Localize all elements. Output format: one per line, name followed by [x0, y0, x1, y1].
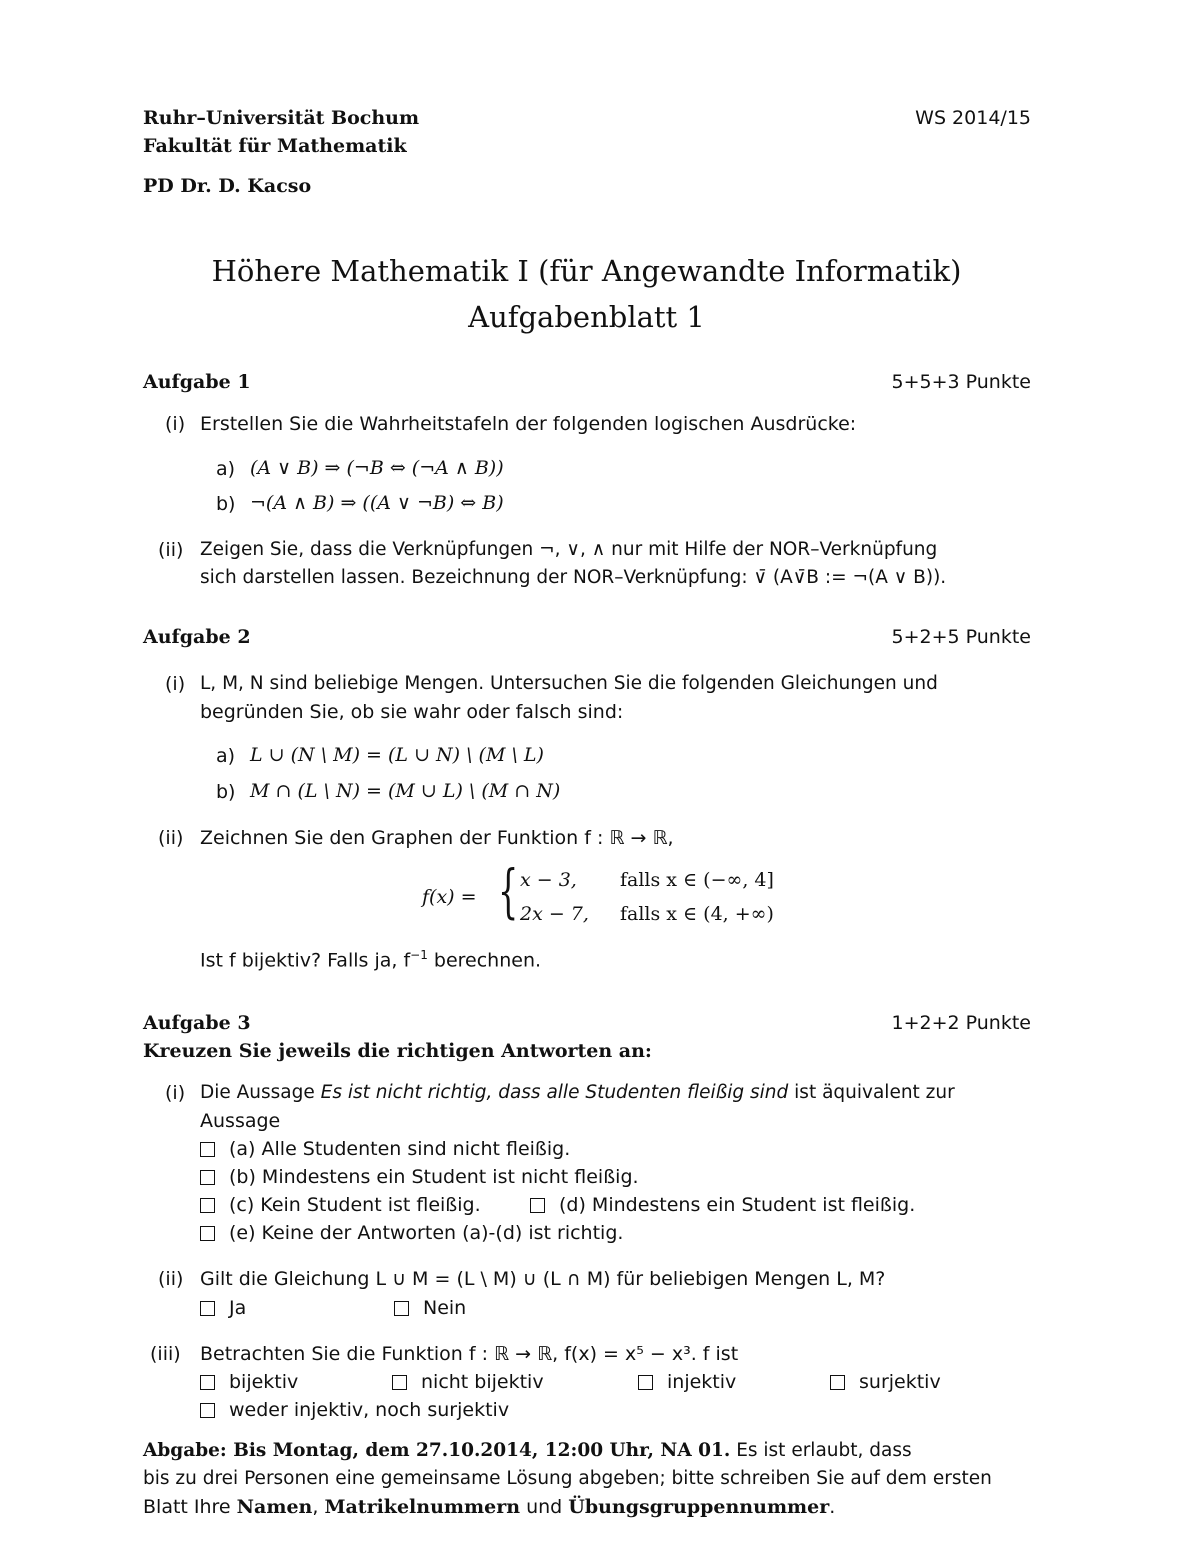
aufgabe1-ii-line2: sich darstellen lassen. Bezeichnung der NOR–Verknüpfung: ∨̄ (A∨̄B := ¬(A ∨ B)).: [200, 567, 947, 588]
aufgabe3-ii-label: (ii): [158, 1268, 184, 1290]
aufgabe2-i-line2: begründen Sie, ob sie wahr oder falsch sind:: [200, 701, 624, 723]
option-c[interactable]: (c) Kein Student ist fleißig.: [200, 1194, 481, 1216]
aufgabe1-b-formula: ¬(A ∧ B) ⇒ ((A ∨ ¬B) ⇔ B): [250, 492, 504, 514]
option-a[interactable]: (a) Alle Studenten sind nicht fleißig.: [200, 1138, 570, 1160]
aufgabe2-heading: Aufgabe 2: [143, 626, 251, 648]
case2-expr: 2x − 7,: [520, 903, 589, 925]
aufgabe1-a-label: a): [216, 458, 236, 480]
sheet-title: Aufgabenblatt 1: [468, 300, 705, 334]
aufgabe2-i-line1: L, M, N sind beliebige Mengen. Untersuchen Sie die folgenden Gleichungen und: [200, 673, 938, 694]
bijective-question: Ist f bijektiv? Falls ja, $f^{-1}$ berechnen.: [200, 948, 542, 972]
checkbox[interactable]: [638, 1375, 653, 1390]
checkbox[interactable]: [200, 1375, 215, 1390]
abgabe-line3: Blatt Ihre Namen, Matrikelnummern und Übungsgruppennummer.: [143, 1496, 836, 1518]
aufgabe1-a-formula: (A ∨ B) ⇒ (¬B ⇔ (¬A ∧ B)): [250, 457, 504, 479]
university-name: Ruhr–Universität Bochum: [143, 107, 420, 129]
option-bijektiv[interactable]: bijektiv: [200, 1371, 298, 1393]
aufgabe3-ii-text: Gilt die Gleichung L ∪ M = (L \ M) ∪ (L ∩ M) für beliebigen Mengen L, M?: [200, 1268, 886, 1290]
aufgabe2-a-label: a): [216, 745, 236, 767]
aufgabe3-instruction: Kreuzen Sie jeweils die richtigen Antworten an:: [143, 1040, 652, 1062]
checkbox[interactable]: [830, 1375, 845, 1390]
aufgabe2-b-formula: M ∩ (L \ N) = (M ∪ L) \ (M ∩ N): [250, 780, 561, 802]
aufgabe2-ii-text: Zeichnen Sie den Graphen der Funktion f : ℝ → ℝ,: [200, 827, 674, 849]
option-d[interactable]: (d) Mindestens ein Student ist fleißig.: [530, 1194, 915, 1216]
aufgabe3-i-line2: Aussage: [200, 1110, 281, 1132]
aufgabe3-iii-text: Betrachten Sie die Funktion f : ℝ → ℝ, f(x) = x⁵ − x³. f ist: [200, 1343, 739, 1365]
checkbox[interactable]: [200, 1403, 215, 1418]
aufgabe2-points: 5+2+5 Punkte: [891, 626, 1031, 648]
semester: WS 2014/15: [915, 107, 1031, 129]
abgabe-line1: Abgabe: Bis Montag, dem 27.10.2014, 12:00 Uhr, NA 01. Es ist erlaubt, dass: [143, 1440, 912, 1461]
aufgabe1-heading: Aufgabe 1: [143, 371, 251, 393]
option-injektiv[interactable]: injektiv: [638, 1371, 736, 1393]
checkbox[interactable]: [392, 1375, 407, 1390]
aufgabe3-i-line1: Die Aussage Es ist nicht richtig, dass alle Studenten fleißig sind ist äquivalent zur: [200, 1082, 955, 1103]
faculty-name: Fakultät für Mathematik: [143, 135, 407, 157]
aufgabe1-ii-label: (ii): [158, 539, 184, 561]
aufgabe1-i-text: Erstellen Sie die Wahrheitstafeln der folgenden logischen Ausdrücke:: [200, 413, 857, 435]
option-weder[interactable]: weder injektiv, noch surjektiv: [200, 1399, 509, 1421]
option-surjektiv[interactable]: surjektiv: [830, 1371, 941, 1393]
aufgabe2-a-formula: L ∪ (N \ M) = (L ∪ N) \ (M \ L): [250, 744, 544, 766]
option-e[interactable]: (e) Keine der Antworten (a)-(d) ist richtig.: [200, 1222, 623, 1244]
page-title: Höhere Mathematik I (für Angewandte Informatik): [211, 254, 962, 288]
case-brace: {: [498, 857, 519, 925]
aufgabe3-i-label: (i): [165, 1082, 186, 1104]
checkbox[interactable]: [530, 1198, 545, 1213]
aufgabe1-ii-line1: Zeigen Sie, dass die Verknüpfungen ¬, ∨, ∧ nur mit Hilfe der NOR–Verknüpfung: [200, 539, 938, 560]
aufgabe3-points: 1+2+2 Punkte: [891, 1012, 1031, 1034]
case1-cond: falls x ∈ (−∞, 4]: [620, 869, 774, 891]
aufgabe1-i-label: (i): [165, 413, 186, 435]
checkbox[interactable]: [394, 1301, 409, 1316]
checkbox[interactable]: [200, 1198, 215, 1213]
aufgabe3-iii-label: (iii): [150, 1343, 181, 1365]
aufgabe2-i-label: (i): [165, 673, 186, 695]
aufgabe2-b-label: b): [216, 781, 236, 803]
option-nicht-bijektiv[interactable]: nicht bijektiv: [392, 1371, 544, 1393]
abgabe-line2: bis zu drei Personen eine gemeinsame Lösung abgeben; bitte schreiben Sie auf dem ersten: [143, 1468, 992, 1489]
aufgabe1-points: 5+5+3 Punkte: [891, 371, 1031, 393]
option-nein[interactable]: Nein: [394, 1297, 466, 1319]
option-b[interactable]: (b) Mindestens ein Student ist nicht fleißig.: [200, 1166, 639, 1188]
aufgabe3-heading: Aufgabe 3: [143, 1012, 251, 1034]
lecturer-name: PD Dr. D. Kacso: [143, 175, 312, 197]
function-lhs: f(x) =: [422, 886, 477, 908]
option-ja[interactable]: Ja: [200, 1297, 246, 1319]
checkbox[interactable]: [200, 1226, 215, 1241]
case1-expr: x − 3,: [520, 869, 577, 891]
checkbox[interactable]: [200, 1170, 215, 1185]
checkbox[interactable]: [200, 1301, 215, 1316]
aufgabe2-ii-label: (ii): [158, 827, 184, 849]
checkbox[interactable]: [200, 1142, 215, 1157]
aufgabe1-b-label: b): [216, 493, 236, 515]
case2-cond: falls x ∈ (4, +∞): [620, 903, 774, 925]
